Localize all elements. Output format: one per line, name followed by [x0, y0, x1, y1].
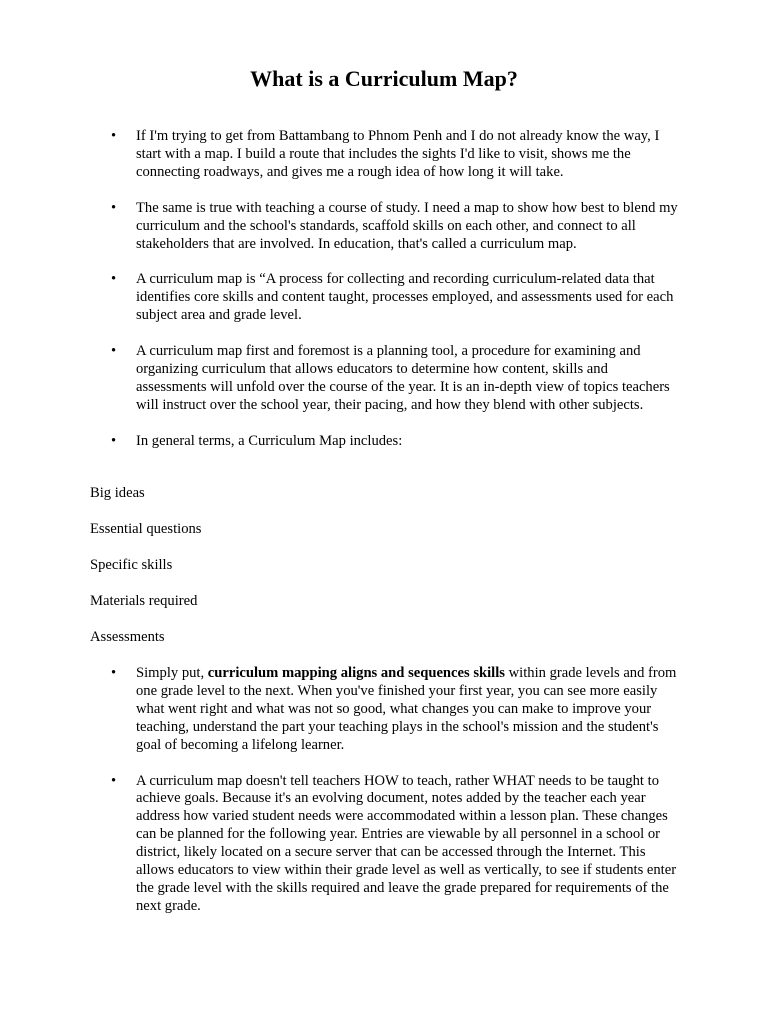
- curriculum-map-includes-list: [90, 484, 690, 664]
- includes-item-materials-required: Materials required: [90, 593, 198, 609]
- includes-item-specific-skills: Specific skills: [90, 557, 173, 573]
- list-item: [0, 773, 768, 916]
- bullet-icon: •: [111, 199, 117, 216]
- list-item: [0, 271, 768, 325]
- bullet-text: A curriculum map first and foremost is a planning tool, a procedure for examining and organizing curriculum that allows educators to determine how content, skills and assessments will unfold over the course of the year. It is an in-depth view of topics teachers will instruct over the school year, their pacing, and how they blend with other subjects.: [136, 343, 670, 413]
- page-title: What is a Curriculum Map?: [250, 66, 518, 91]
- list-item: [0, 665, 768, 755]
- list-item: [0, 200, 768, 254]
- bullet-list-top: [0, 128, 768, 451]
- includes-item-assessments: Assessments: [90, 629, 165, 645]
- bullet-icon: •: [111, 271, 117, 288]
- bullet-text: [136, 665, 676, 753]
- includes-item-essential-questions: Essential questions: [90, 521, 202, 537]
- bullet-icon: •: [111, 665, 117, 681]
- includes-item-big-ideas: Big ideas: [90, 485, 145, 501]
- list-item: [0, 343, 768, 415]
- bullet-text: A curriculum map doesn't tell teachers HOW to teach, rather WHAT needs to be taught to achieve goals. Because it's an evolving document, notes added by the teacher each year address how varied student needs were accommodated within a lesson plan. These changes can be planned for the following year. Entries are viewable by all personnel in a school or district, likely located on a secure server that can be accessed through the Internet. This allows educators to view within their grade level as well as vertically, to see if students enter the grade level with the skills required and leave the grade prepared for requirements of the next grade.: [136, 772, 677, 914]
- bullet-text-suffix: within grade levels and from one grade level to the next. When you've finished your first year, you can see more easily what went right and what was not so good, what changes you can make to improve your teaching, understand the part your teaching plays in the school's mission and the student's goal of becoming a lifelong learner.: [136, 665, 677, 753]
- bullet-text: If I'm trying to get from Battambang to Phnom Penh and I do not already know the way, I start with a map. I build a route that includes the sights I'd like to visit, shows me the connecting roadways, and gives me a rough idea of how long it will take.: [136, 128, 660, 180]
- bullet-icon: •: [111, 772, 117, 789]
- bullet-list-bottom: [0, 665, 768, 916]
- bullet-text: A curriculum map is “A process for collecting and recording curriculum-related data that identifies core skills and content taught, processes employed, and assessments used for each subject area and grade level.: [136, 271, 674, 324]
- list-item: [0, 128, 768, 182]
- bullet-icon: •: [111, 128, 117, 144]
- bullet-text: The same is true with teaching a course of study. I need a map to show how best to blend my curriculum and the school's standards, scaffold skills on each other, and connect to all stakeholders that are involved. In education, that's called a curriculum map.: [136, 199, 678, 252]
- bullet-text-prefix: Simply put,: [136, 665, 208, 681]
- bullet-text: In general terms, a Curriculum Map includes:: [136, 432, 403, 449]
- bullet-text-bold: curriculum mapping aligns and sequences skills: [207, 665, 505, 681]
- bullet-icon: •: [111, 432, 117, 449]
- bullet-icon: •: [111, 343, 117, 360]
- list-item: [0, 433, 768, 451]
